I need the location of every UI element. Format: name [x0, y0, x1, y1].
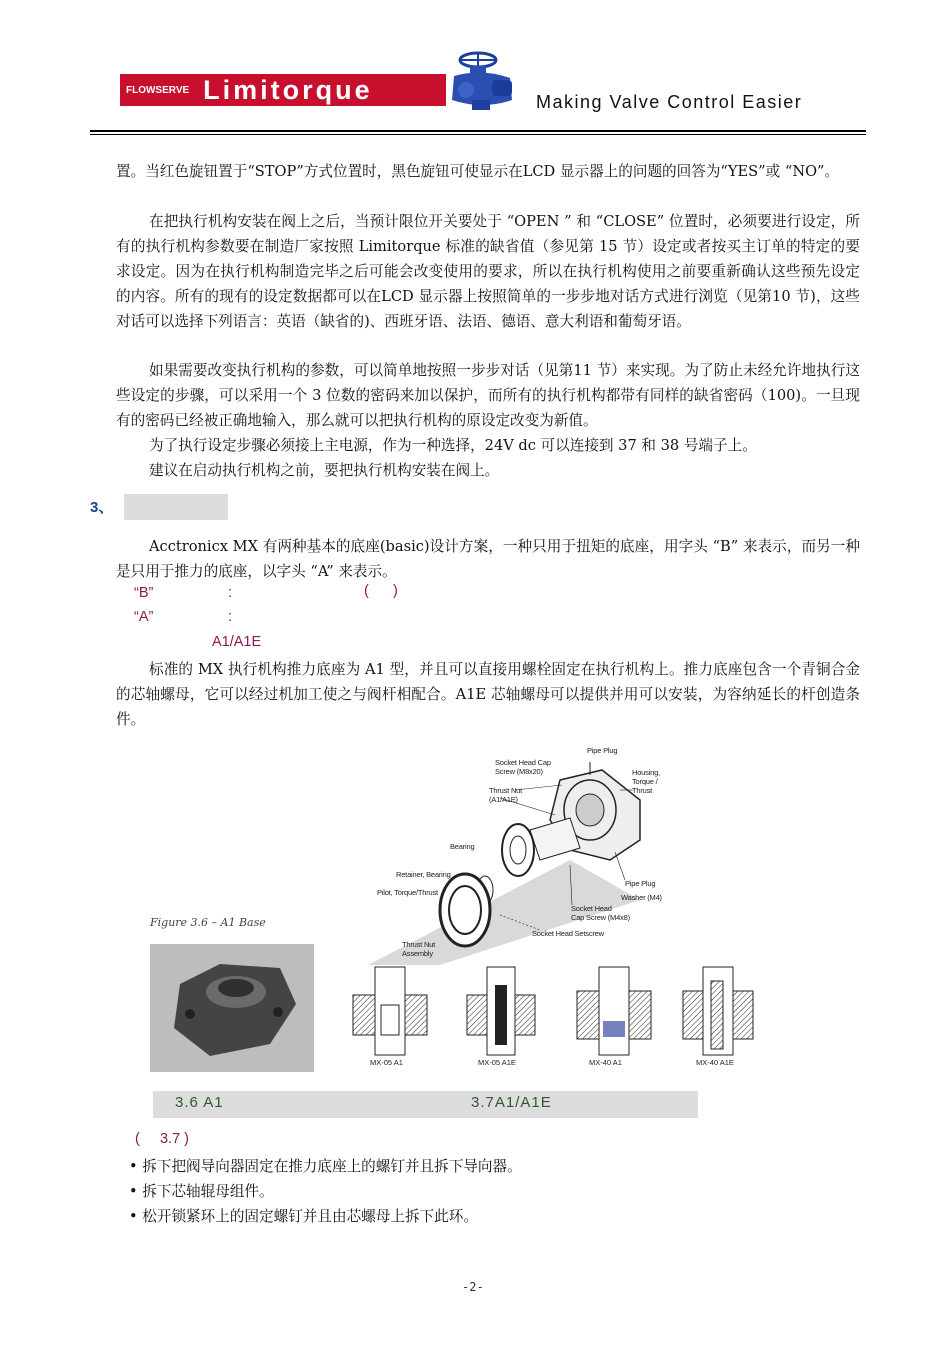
a1-a1e-heading: A1/A1E: [212, 634, 262, 650]
label-pipe-plug-right: Pipe Plug: [625, 879, 656, 888]
paragraph-2: 在把执行机构安装在阀上之后，当预计限位开关要处于 “OPEN ” 和 “CLOSE” 位置时，必须要进行设定，所有的执行机构参数要在制造厂家按照 Limitorque 标准的缺省值（参见第 15 节）设定或者按买主订单的特定的要求设定。因为在执行机构制造完毕之后可能会改变使用的要求，所以在执行机构使用之前要重新确认这些预先设定的内容。所有的现有的设定数据都可以在LCD 显示器上按照简单的一步步地对话方式进行浏览（见第10 节)，这些对话可以选择下列语言：英语（缺省的)、西班牙语、法语、德语、意大利语和葡萄牙语。: [116, 213, 860, 330]
section-title-box: [124, 494, 228, 520]
header-rule-thick: [90, 130, 866, 132]
step-item: • 拆下芯轴辊母组件。: [129, 1183, 274, 1200]
label-retainer: Retainer, Bearing: [396, 870, 451, 879]
label-thrust-nut-assembly: Thrust Nut Assembly: [402, 940, 436, 958]
tagline: Making Valve Control Easier: [536, 92, 803, 112]
page-header: [90, 50, 866, 136]
section-mx40-a1e: [683, 967, 753, 1055]
paragraph-4: 为了执行设定步骤必须接上主电源，作为一种选择，24V dc 可以连接到 37 和 38 号端子上。: [149, 437, 757, 454]
step-item: • 拆下把阀导向器固定在推力底座上的螺钉并且拆下导向器。: [129, 1158, 522, 1175]
paragraph-6: Acctronicx MX 有两种基本的底座(basic)设计方案，一种只用于扭矩的底座，用字头 “B” 来表示，而另一种是只用于推力的底座，以字头 “A” 来表示。: [116, 538, 860, 580]
label-pilot: Pilot, Torque/Thrust: [377, 888, 438, 897]
steps-figure-ref: ( 3.7 ): [135, 1131, 189, 1147]
cross-section-drawings: [345, 965, 755, 1057]
limitorque-logo: [120, 74, 446, 106]
label-washer: Washer (M4): [621, 893, 662, 902]
label-housing: Housing, Torque / Thrust: [632, 768, 661, 795]
a-colon: :: [228, 609, 233, 625]
b-paren: ( ): [364, 583, 398, 599]
header-rule-thin: [90, 134, 866, 135]
section-mx05-a1: [353, 967, 427, 1055]
label-socket-head-cap: Socket Head Cap Screw (M8x20): [495, 758, 551, 776]
label-socket-head-m4: Socket Head Cap Screw (M4x8): [571, 904, 630, 922]
section-number: 3、: [90, 499, 114, 516]
paragraph-5: 建议在启动执行机构之前，要把执行机构安装在阀上。: [149, 462, 500, 479]
b-label: “B”: [134, 585, 154, 601]
section-label-4: MX-40 A1E: [696, 1058, 734, 1067]
label-thrust-nut: Thrust Nut (A1/A1E): [489, 786, 523, 804]
figure-caption-bar: [153, 1091, 698, 1118]
a1-base-photo: [150, 944, 314, 1072]
page-number: -2-: [462, 1280, 484, 1294]
flowserve-wordmark: FLOWSERVE: [126, 84, 190, 96]
photo-caption: Figure 3.6 – A1 Base: [150, 916, 266, 929]
paragraph-7: 标准的 MX 执行机构推力底座为 A1 型，并且可以直接用螺栓固定在执行机构上。推力底座包含一个青铜合金的芯轴螺母，它可以经过机加工使之与阀杆相配合。A1E 芯轴螺母可以提供并用可以安装，为容纳延长的杆创造条件。: [116, 661, 860, 728]
a-label: “A”: [134, 609, 154, 625]
section-mx05-a1e: [467, 967, 535, 1055]
paragraph-1: 置。当红色旋钮置于“STOP”方式位置时，黑色旋钮可使显示在LCD 显示器上的问题的回答为“YES”或 “NO”。: [116, 163, 840, 180]
label-pipe-plug-top: Pipe Plug: [587, 746, 618, 755]
b-colon: :: [228, 585, 233, 601]
label-bearing: Bearing: [450, 842, 475, 851]
section-label-3: MX-40 A1: [589, 1058, 622, 1067]
section-label-2: MX-05 A1E: [478, 1058, 516, 1067]
caption-3-7: 3.7A1/A1E: [471, 1094, 552, 1111]
paragraph-3: 如果需要改变执行机构的参数，可以简单地按照一步步对话（见第11 节）来实现。为了防止未经允许地执行这些设定的步骤，可以采用一个 3 位数的密码来加以保护，而所有的执行机构都带有同样的缺省密码（100)。一旦现有的密码已经被正确地输入，那么就可以把执行机构的原设定改变为新值。: [116, 362, 860, 429]
step-item: • 松开锁紧环上的固定螺钉并且由芯螺母上拆下此环。: [129, 1208, 478, 1225]
caption-3-6: 3.6 A1: [175, 1094, 224, 1111]
section-mx40-a1: [577, 967, 651, 1055]
label-setscrew: Socket Head Setscrew: [532, 929, 604, 938]
actuator-icon: [446, 50, 518, 114]
section-label-1: MX-05 A1: [370, 1058, 403, 1067]
limitorque-wordmark: Limitorque: [203, 74, 373, 105]
